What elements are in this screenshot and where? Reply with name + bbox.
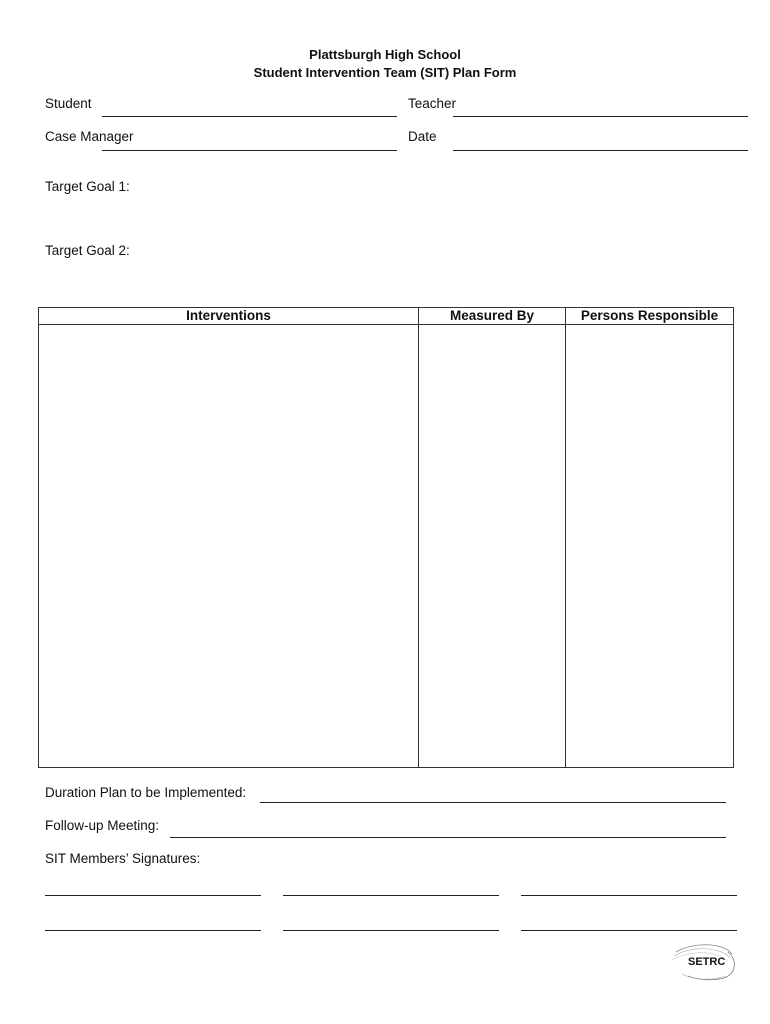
- signature-line[interactable]: [283, 895, 499, 896]
- case-manager-label: Case Manager: [45, 129, 134, 144]
- duration-field[interactable]: [260, 802, 726, 803]
- date-label: Date: [408, 129, 437, 144]
- setrc-logo: [668, 940, 738, 982]
- case-manager-field[interactable]: [102, 150, 397, 151]
- signature-line[interactable]: [521, 930, 737, 931]
- interventions-cell[interactable]: [39, 325, 419, 768]
- signature-line[interactable]: [283, 930, 499, 931]
- followup-label: Follow-up Meeting:: [45, 818, 160, 833]
- measured-by-header: Measured By: [419, 308, 566, 325]
- target-goal-1-label: Target Goal 1:: [45, 179, 130, 194]
- target-goal-2-label: Target Goal 2:: [45, 243, 130, 258]
- teacher-field[interactable]: [453, 116, 748, 117]
- teacher-label: Teacher: [408, 96, 457, 111]
- measured-by-cell[interactable]: [419, 325, 566, 768]
- student-field[interactable]: [102, 116, 397, 117]
- logo-text: SETRC: [688, 956, 726, 968]
- interventions-table: [38, 307, 734, 768]
- followup-field[interactable]: [170, 837, 726, 838]
- signature-line[interactable]: [521, 895, 737, 896]
- interventions-header: Interventions: [39, 308, 419, 325]
- signatures-label: SIT Members’ Signatures:: [45, 851, 201, 866]
- signature-line[interactable]: [45, 895, 261, 896]
- school-name: Plattsburgh High School: [309, 47, 461, 62]
- date-field[interactable]: [453, 150, 748, 151]
- signature-line[interactable]: [45, 930, 261, 931]
- student-label: Student: [45, 96, 92, 111]
- persons-responsible-header: Persons Responsible: [566, 308, 734, 325]
- form-title: Student Intervention Team (SIT) Plan Form: [253, 65, 517, 80]
- persons-responsible-cell[interactable]: [566, 325, 734, 768]
- duration-label: Duration Plan to be Implemented:: [45, 785, 247, 800]
